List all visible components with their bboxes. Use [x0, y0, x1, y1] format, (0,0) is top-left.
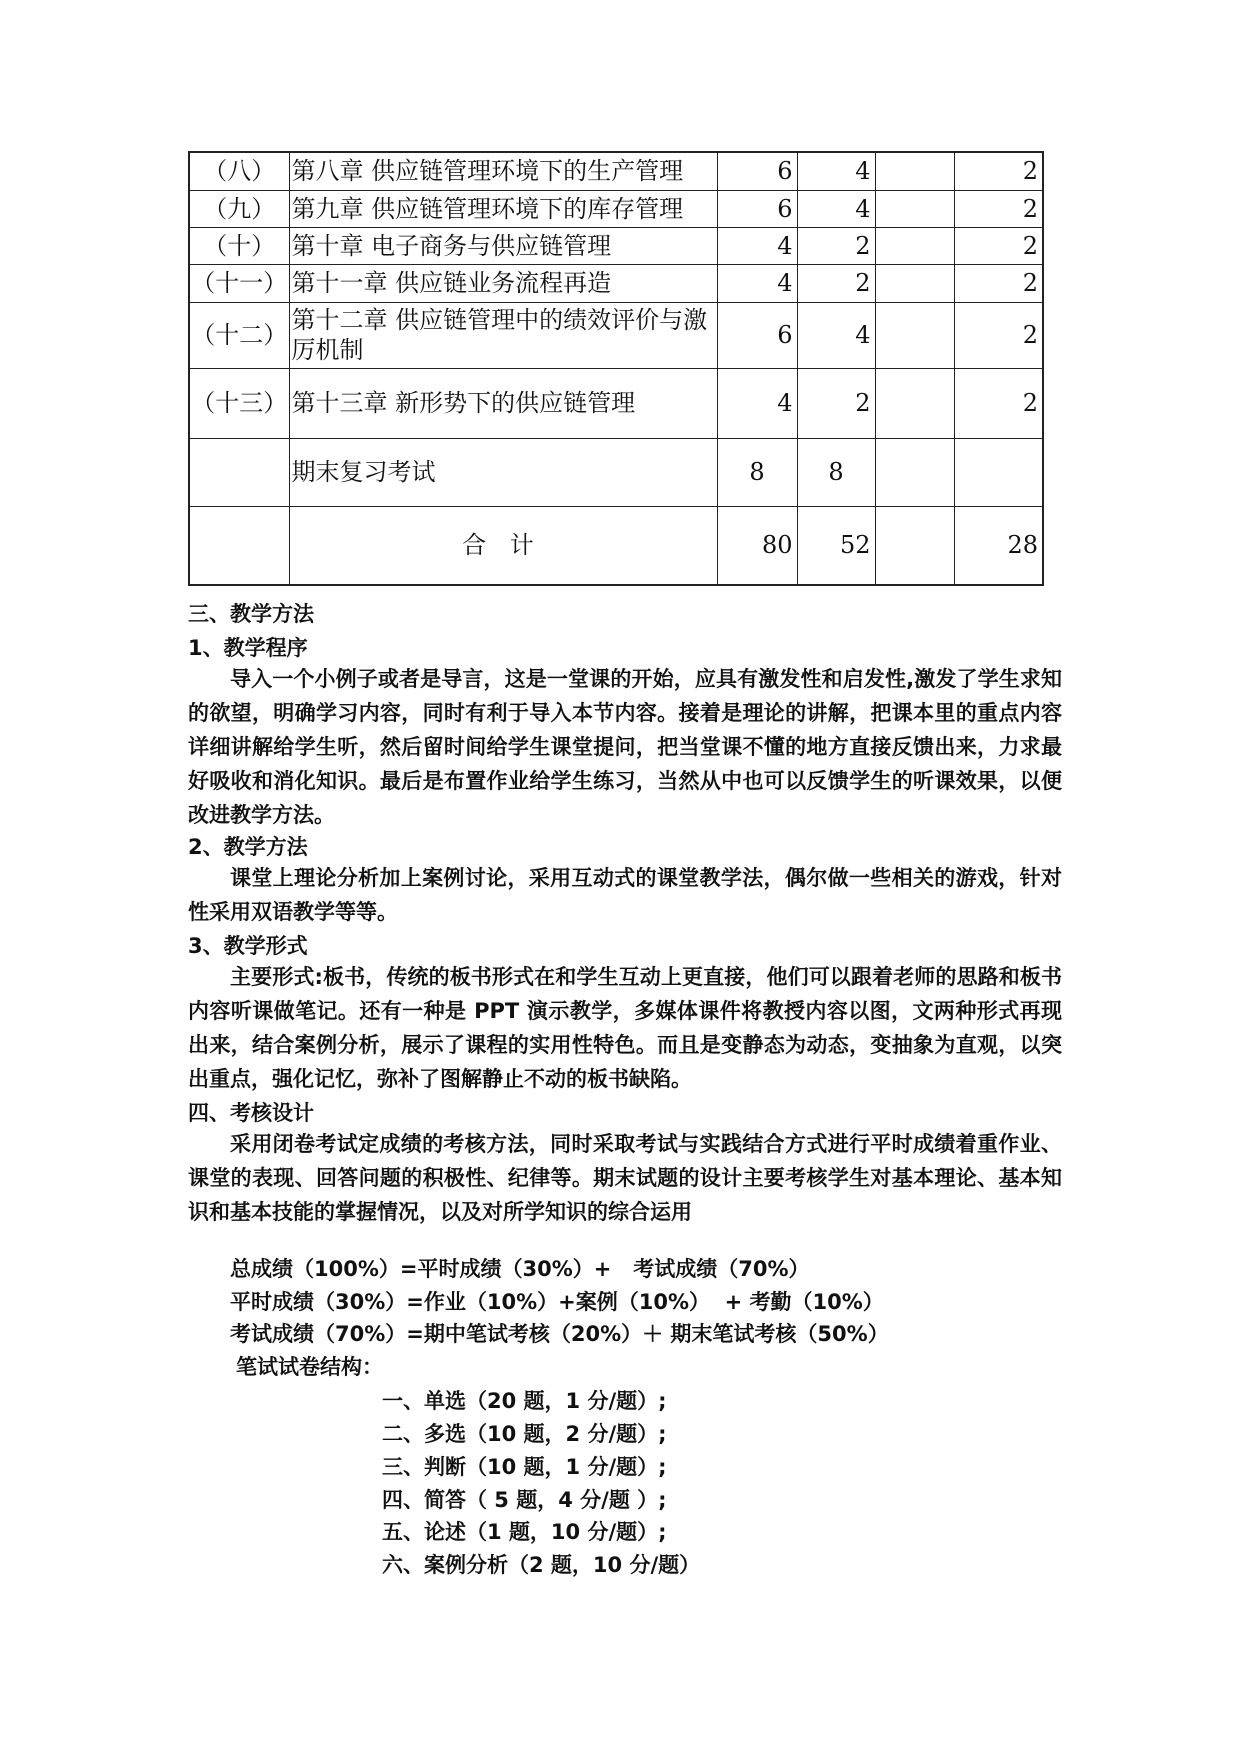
hours-col3 — [875, 368, 954, 438]
grading-total-formula: 总成绩（100%）=平时成绩（30%）+ 考试成绩（70%） — [230, 1257, 810, 1281]
exam-structure-item: 六、案例分析（2 题，10 分/题） — [382, 1553, 701, 1577]
chapter-number: （八） — [189, 152, 289, 190]
paragraph-assessment: 采用闭卷考试定成绩的考核方法，同时采取考试与实践结合方式进行平时成绩着重作业、课堂的表现、回答问题的积极性、纪律等。期末试题的设计主要考核学生对基本理论、基本知识和基本技能的掌握情况，以及对所学知识的综合运用 — [188, 1132, 1062, 1224]
total-hours: 6 — [717, 302, 797, 368]
section-heading-teaching-methods: 三、教学方法 — [188, 602, 314, 626]
paragraph-methods: 课堂上理论分析加上案例讨论，采用互动式的课堂教学法，偶尔做一些相关的游戏，针对性采用双语教学等等。 — [188, 866, 1062, 924]
chapter-title: 第八章 供应链管理环境下的生产管理 — [289, 152, 717, 190]
hours-col4 — [954, 438, 1043, 506]
chapter-number: （九） — [189, 190, 289, 227]
hours-col4: 2 — [954, 190, 1043, 227]
total-label: 合 计 — [289, 506, 717, 585]
exam-structure-title: 笔试试卷结构： — [236, 1355, 383, 1379]
table-row — [189, 368, 1043, 438]
chapter-title: 第十三章 新形势下的供应链管理 — [289, 368, 717, 438]
exam-structure-item: 四、简答（ 5 题，4 分/题 ）; — [382, 1488, 667, 1512]
paragraph-procedure: 导入一个小例子或者是导言，这是一堂课的开始，应具有激发性和启发性,激发了学生求知的欲望，明确学习内容，同时有利于导入本节内容。接着是理论的讲解，把课本里的重点内容详细讲解给学生听，然后留时间给学生课堂提问，把当堂课不懂的地方直接反馈出来，力求最好吸收和消化知识。最后是布置作业给学生练习，当然从中也可以反馈学生的听课效果，以便改进教学方法。 — [188, 667, 1062, 827]
hours-col4: 28 — [954, 506, 1043, 585]
schedule-table — [188, 151, 1044, 586]
chapter-title: 第十章 电子商务与供应链管理 — [289, 227, 717, 264]
total-hours: 4 — [717, 227, 797, 264]
subsection-heading-forms: 3、教学形式 — [188, 934, 308, 958]
subsection-heading-methods: 2、教学方法 — [188, 835, 308, 859]
chapter-number: （十三） — [189, 368, 289, 438]
table-row — [189, 152, 1043, 190]
hours-col4: 2 — [954, 302, 1043, 368]
lecture-hours: 4 — [797, 302, 875, 368]
total-hours: 4 — [717, 264, 797, 302]
total-hours: 6 — [717, 152, 797, 190]
hours-col3 — [875, 264, 954, 302]
hours-col3 — [875, 227, 954, 264]
subsection-heading-procedure: 1、教学程序 — [188, 636, 308, 660]
chapter-number — [189, 438, 289, 506]
hours-col4: 2 — [954, 368, 1043, 438]
exam-structure-item: 二、多选（10 题，2 分/题）; — [382, 1422, 667, 1446]
table-row — [189, 302, 1043, 368]
chapter-number — [189, 506, 289, 585]
table-row — [189, 438, 1043, 506]
lecture-hours: 4 — [797, 152, 875, 190]
exam-structure-item: 一、单选（20 题，1 分/题）; — [382, 1389, 667, 1413]
hours-col3 — [875, 506, 954, 585]
total-hours: 8 — [717, 438, 797, 506]
hours-col4: 2 — [954, 264, 1043, 302]
table-row — [189, 227, 1043, 264]
hours-col4: 2 — [954, 227, 1043, 264]
chapter-title: 第九章 供应链管理环境下的库存管理 — [289, 190, 717, 227]
chapter-title: 第十二章 供应链管理中的绩效评价与激厉机制 — [289, 302, 717, 368]
lecture-hours: 2 — [797, 368, 875, 438]
hours-col3 — [875, 438, 954, 506]
hours-col3 — [875, 302, 954, 368]
lecture-hours: 8 — [797, 438, 875, 506]
paragraph-forms: 主要形式:板书，传统的板书形式在和学生互动上更直接，他们可以跟着老师的思路和板书内容听课做笔记。还有一种是 PPT 演示教学，多媒体课件将教授内容以图，文两种形式再现出来，结合案例分析，展示了课程的实用性特色。而且是变静态为动态，变抽象为直观，以突出重点，强化记忆，弥补了图解静止不动的板书缺陷。 — [188, 965, 1062, 1091]
chapter-title: 第十一章 供应链业务流程再造 — [289, 264, 717, 302]
lecture-hours: 4 — [797, 190, 875, 227]
section-heading-assessment: 四、考核设计 — [188, 1101, 314, 1125]
chapter-title: 期末复习考试 — [289, 438, 717, 506]
hours-col3 — [875, 152, 954, 190]
lecture-hours: 52 — [797, 506, 875, 585]
exam-structure-item: 五、论述（1 题，10 分/题）; — [382, 1520, 667, 1544]
hours-col3 — [875, 190, 954, 227]
table-row — [189, 264, 1043, 302]
grading-regular-formula: 平时成绩（30%）=作业（10%）+案例（10%） + 考勤（10%） — [230, 1290, 884, 1314]
chapter-number: （十） — [189, 227, 289, 264]
total-hours: 6 — [717, 190, 797, 227]
table-row — [189, 190, 1043, 227]
table-row — [189, 506, 1043, 585]
hours-col4: 2 — [954, 152, 1043, 190]
total-hours: 4 — [717, 368, 797, 438]
total-hours: 80 — [717, 506, 797, 585]
lecture-hours: 2 — [797, 264, 875, 302]
grading-exam-formula: 考试成绩（70%）=期中笔试考核（20%）＋ 期末笔试考核（50%） — [230, 1322, 889, 1346]
chapter-number: （十一） — [189, 264, 289, 302]
exam-structure-item: 三、判断（10 题，1 分/题）; — [382, 1455, 667, 1479]
lecture-hours: 2 — [797, 227, 875, 264]
chapter-number: （十二） — [189, 302, 289, 368]
